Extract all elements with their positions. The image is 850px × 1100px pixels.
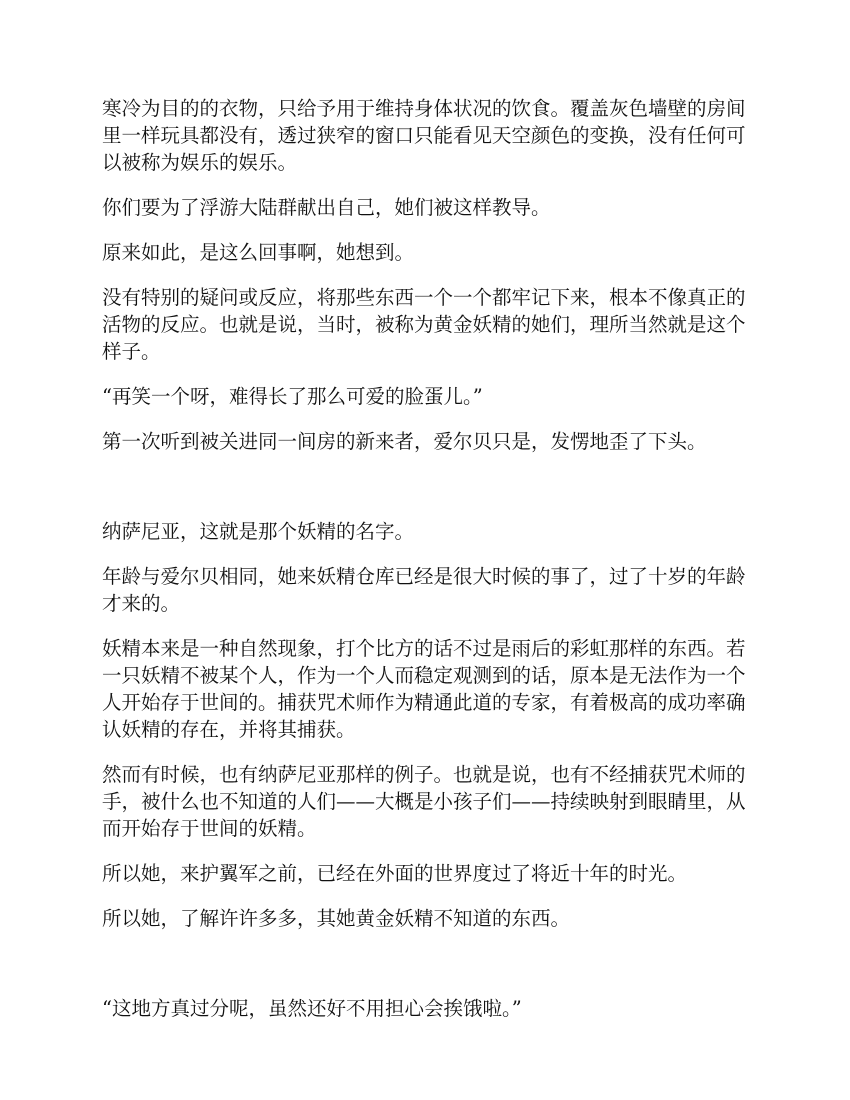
paragraph: 没有特别的疑问或反应，将那些东西一个一个都牢记下来，根本不像真正的活物的反应。也就是说，当时，被称为黄金妖精的她们，理所当然就是这个样子。 [102,286,746,363]
paragraph: 原来如此，是这么回事啊，她想到。 [102,241,415,264]
paragraph: 寒冷为目的的衣物，只给予用于维持身体状况的饮食。覆盖灰色墙壁的房间里一样玩具都没有，透过狭窄的窗口只能看见天空颜色的变换，没有任何可以被称为娱乐的娱乐。 [102,97,746,174]
dialogue-paragraph: “这地方真过分呢，虽然还好不用担心会挨饿啦。” [102,997,522,1020]
paragraph: 第一次听到被关进同一间房的新来者，爱尔贝只是，发愣地歪了下头。 [102,430,707,453]
paragraph: 妖精本来是一种自然现象，打个比方的话不过是雨后的彩虹那样的东西。若一只妖精不被某个人，作为一个人而稳定观测到的话，原本是无法作为一个人开始存于世间的。捕获咒术师作为精通此道的专家，有着极高的成功率确认妖精的存在，并将其捕获。 [102,637,746,741]
paragraph: 年龄与爱尔贝相同，她来妖精仓库已经是很大时候的事了，过了十岁的年龄才来的。 [102,565,746,615]
paragraph: 纳萨尼亚，这就是那个妖精的名字。 [102,520,415,543]
paragraph: 然而有时候，也有纳萨尼亚那样的例子。也就是说，也有不经捕获咒术师的手，被什么也不知道的人们——大概是小孩子们——持续映射到眼睛里，从而开始存于世间的妖精。 [102,763,746,840]
paragraph: 所以她，来护翼军之前，已经在外面的世界度过了将近十年的时光。 [102,862,688,885]
paragraph: 所以她，了解许许多多，其她黄金妖精不知道的东西。 [102,907,571,930]
dialogue-paragraph: “再笑一个呀，难得长了那么可爱的脸蛋儿。” [102,385,483,408]
paragraph: 你们要为了浮游大陆群献出自己，她们被这样教导。 [102,196,551,219]
document-page [102,95,752,1040]
